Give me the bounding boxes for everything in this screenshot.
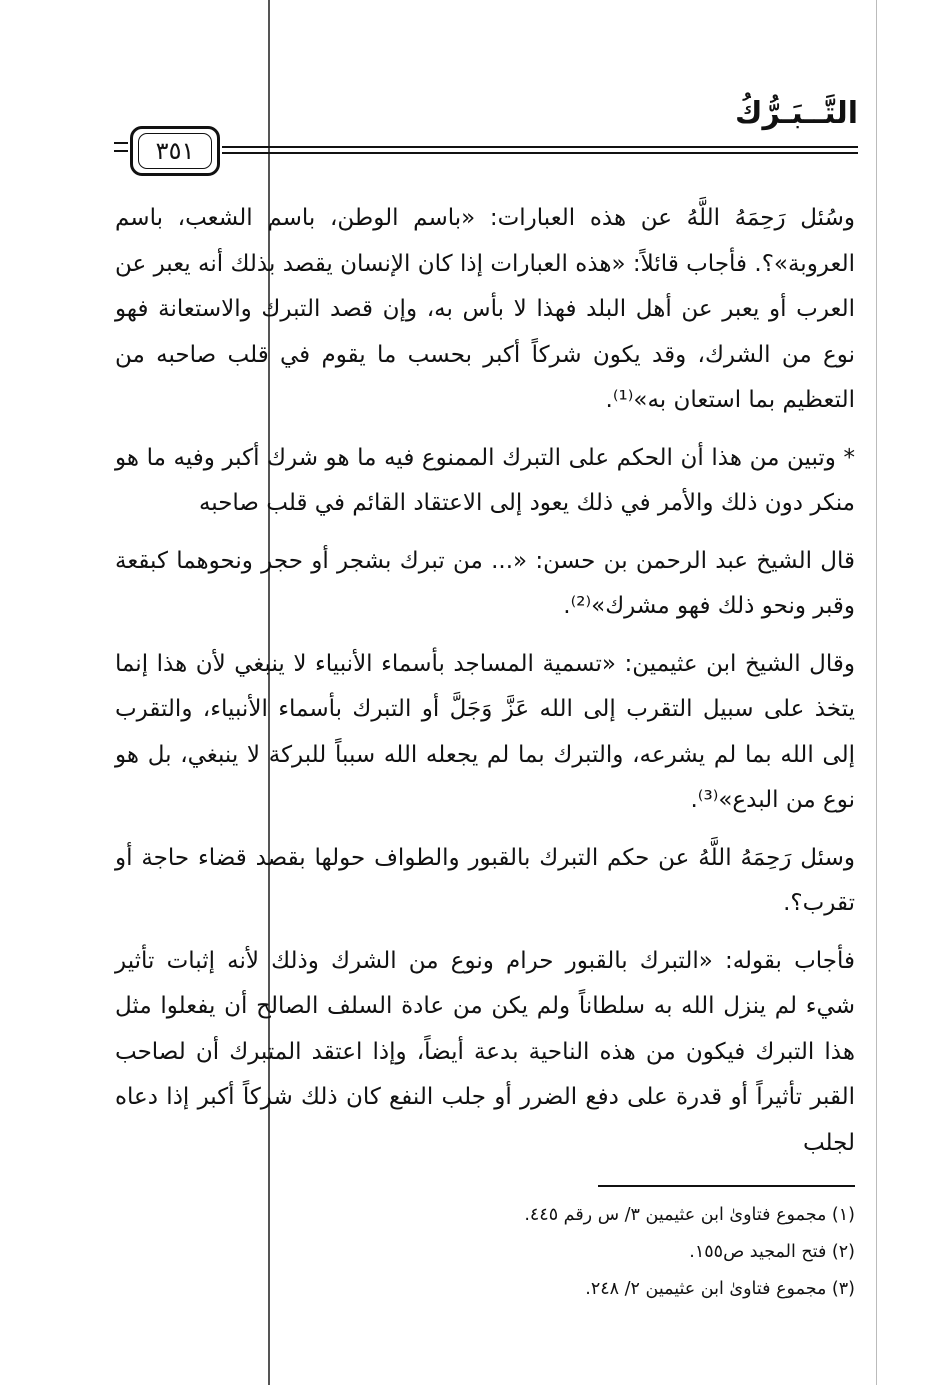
header-ornament [114,142,128,158]
page-number-box [130,126,220,176]
footnote-item: (٢) فتح المجيد ص١٥٥. [689,1242,855,1262]
main-text [115,196,855,1178]
footnote-separator [598,1185,855,1187]
paragraph: وسُئل رَحِمَهُ اللَّهُ عن هذه العبارات: «باسم الوطن، باسم الشعب، باسم العروبة»؟. فأجاب قائلاً: «هذه العبارات إذا كان الإنسان يقصد بذلك أنه يعبر عن العرب أو يعبر عن أهل البلد فهذا لا بأس به، وإن قصد التبرك والاستعانة فهو نوع من الشرك، وقد يكون شركاً أكبر بحسب ما يقوم في قلب صاحبه من التعظيم بما استعان به»⁽¹⁾. [115,205,855,413]
footnote-item: (٣) مجموع فتاوىٰ ابن عثيمين ٢/ ٢٤٨. [585,1279,855,1299]
paragraph: قال الشيخ عبد الرحمن بن حسن: «... من تبرك بشجر أو حجر ونحوهما كبقعة وقبر ونحو ذلك فهو مشرك»⁽²⁾. [115,547,855,619]
scan-edge-line [876,0,877,1385]
paragraph: وسئل رَحِمَهُ اللَّهُ عن حكم التبرك بالقبور والطواف حولها بقصد قضاء حاجة أو تقرب؟. [115,844,855,916]
footnote-item: (١) مجموع فتاوىٰ ابن عثيمين ٣/ س رقم ٤٤٥. [524,1205,855,1225]
header-rule-top [222,146,858,148]
header-rule-bottom [222,152,858,154]
paragraph: وقال الشيخ ابن عثيمين: «تسمية المساجد بأسماء الأنبياء لا ينبغي لأن هذا إنما يتخذ على سبيل التقرب إلى الله عَزَّ وَجَلَّ أو التبرك بأسماء الأنبياء، والتقرب إلى الله بما لم يشرعه، والتبرك بما لم يجعله الله سبباً للبركة لا ينبغي، بل هو نوع من البدع»⁽³⁾. [115,650,855,813]
page-number: ٣٥١ [138,133,212,169]
running-header-title: التَّــبَـرُّكُ [735,96,858,131]
paragraph: فأجاب بقوله: «التبرك بالقبور حرام ونوع من الشرك وذلك لأنه إثبات تأثير شيء لم ينزل الله به سلطاناً ولم يكن من عادة السلف الصالح أن يفعلوا مثل هذا التبرك فيكون من هذه الناحية بدعة أيضاً، وإذا اعتقد المتبرك أن لصاحب القبر تأثيراً أو قدرة على دفع الضرر أو جلب النفع كان ذلك شركاً أكبر إذا دعاه لجلب [115,947,855,1156]
paragraph: * وتبين من هذا أن الحكم على التبرك الممنوع فيه ما هو شرك أكبر وفيه ما هو منكر دون ذلك والأمر في ذلك يعود إلى الاعتقاد القائم في قلب صاحبه [115,444,855,516]
footnotes [115,1197,855,1308]
